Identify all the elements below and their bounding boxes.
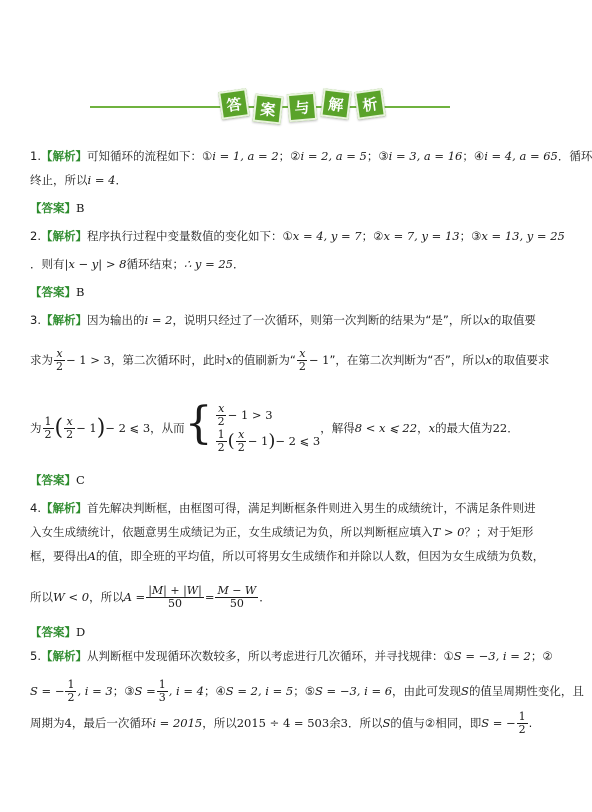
q1-line-2: 终止，所以i = 4． <box>30 173 127 187</box>
analysis-label: 【解析】 <box>40 149 87 163</box>
fraction: $\frac{1}{2}$ <box>44 415 52 441</box>
q5-line-3: 周期为4，最后一次循环i = 2015，所以2015 ÷ 4 = 503余3．所以S的值与②相同，即S = − $\frac{1}{2}$ . <box>30 710 533 736</box>
header-tile: 与 <box>287 92 317 122</box>
q2-answer: 【答案】B <box>30 285 85 299</box>
header-tile: 答 <box>218 88 250 120</box>
fraction: $\frac{1}{2}$ <box>67 678 75 704</box>
fraction: $\frac{1}{2}$ <box>518 710 526 736</box>
q5-line-1: 5.【解析】从判断框中发现循环次数较多，所以考虑进行几次循环，并寻找规律：①S = −3, i = 2；② <box>30 649 553 663</box>
answer-label: 【答案】 <box>30 285 76 299</box>
q3-line-2: 求为 $\frac{x}{2}$ − 1 > 3，第二次循环时，此时x的值刷新为“ $\frac{x}{2}$ − 1”，在第二次判断为“否”，所以x的取值要求 <box>30 347 550 373</box>
analysis-label: 【解析】 <box>40 313 87 327</box>
q1-line-1: 1.【解析】可知循环的流程如下：①i = 1, a = 2；②i = 2, a = 5；③i = 3, a = 16；④i = 4, a = 65．循环 <box>30 149 592 163</box>
q4-line-4: 所以W < 0，所以A = $\frac{|M| + |W|}{50}$ = $\frac{M - W}{50}$ ． <box>30 584 271 610</box>
fraction: $\frac{x}{2}$ <box>56 347 63 373</box>
q2-line-2: ．则有|x − y| > 8循环结束；∴ y = 25． <box>30 257 245 271</box>
q3-answer: 【答案】C <box>30 473 85 487</box>
q3-line-3: 为 $\frac{1}{2}$ ( $\frac{x}{2}$ − 1)− 2 ⩽ 3，从而 { $\frac{x}{2}$ − 1 > 3 $\frac{1}{2}$ ( $\frac{x}{2}$ − 1)− 2 ⩽ 3 ，解得8 < x ⩽ 22，x的最大值为22． <box>30 398 519 455</box>
q5-line-2: S = − $\frac{1}{2}$ , i = 3；③S = $\frac{1}{3}$ , i = 4；④S = 2, i = 5；⑤S = −3, i = 6，由此可发现S的值呈周期性变化，且 <box>30 678 584 704</box>
analysis-label: 【解析】 <box>40 501 87 515</box>
q4-line-3: 框，要得出A的值，即全班的平均值，所以可将男女生成绩作和并除以人数，但因为女生成绩为负数， <box>30 549 545 563</box>
header-title <box>220 90 384 123</box>
answer-label: 【答案】 <box>30 201 76 215</box>
header-tile: 案 <box>253 94 284 125</box>
inequality-system: { $\frac{x}{2}$ − 1 > 3 $\frac{1}{2}$ ( $\frac{x}{2}$ − 1)− 2 ⩽ 3 <box>184 398 321 455</box>
q2-line-1: 2.【解析】程序执行过程中变量数值的变化如下：①x = 4, y = 7；②x = 7, y = 13；③x = 13, y = 25 <box>30 229 565 243</box>
answer-label: 【答案】 <box>30 625 76 639</box>
analysis-label: 【解析】 <box>40 229 87 243</box>
fraction: $\frac{x}{2}$ <box>217 402 225 429</box>
q4-line-2: 入女生成绩统计，依题意男生成绩记为正，女生成绩记为负，所以判断框应填入T > 0？；对于矩形 <box>30 525 534 539</box>
q4-line-1: 4.【解析】首先解决判断框，由框图可得，满足判断框条件则进入男生的成绩统计，不满足条件则进 <box>30 501 536 515</box>
fraction: $\frac{|M| + |W|}{50}$ <box>148 584 202 610</box>
fraction: $\frac{x}{2}$ <box>298 347 306 373</box>
fraction: $\frac{M - W}{50}$ <box>217 584 257 610</box>
fraction: $\frac{x}{2}$ <box>237 428 245 455</box>
q1-answer: 【答案】B <box>30 201 85 215</box>
answer-analysis-header <box>0 88 540 124</box>
fraction: $\frac{1}{2}$ <box>217 428 225 455</box>
answer-label: 【答案】 <box>30 473 76 487</box>
q3-line-1: 3.【解析】因为输出的i = 2，说明只经过了一次循环，则第一次判断的结果为“是”，所以x的取值要 <box>30 313 536 327</box>
header-tile: 解 <box>320 88 351 119</box>
fraction: $\frac{1}{3}$ <box>158 678 166 704</box>
header-tile: 析 <box>354 88 386 120</box>
q4-answer: 【答案】D <box>30 625 86 639</box>
fraction: $\frac{x}{2}$ <box>66 415 74 441</box>
analysis-label: 【解析】 <box>40 649 87 663</box>
